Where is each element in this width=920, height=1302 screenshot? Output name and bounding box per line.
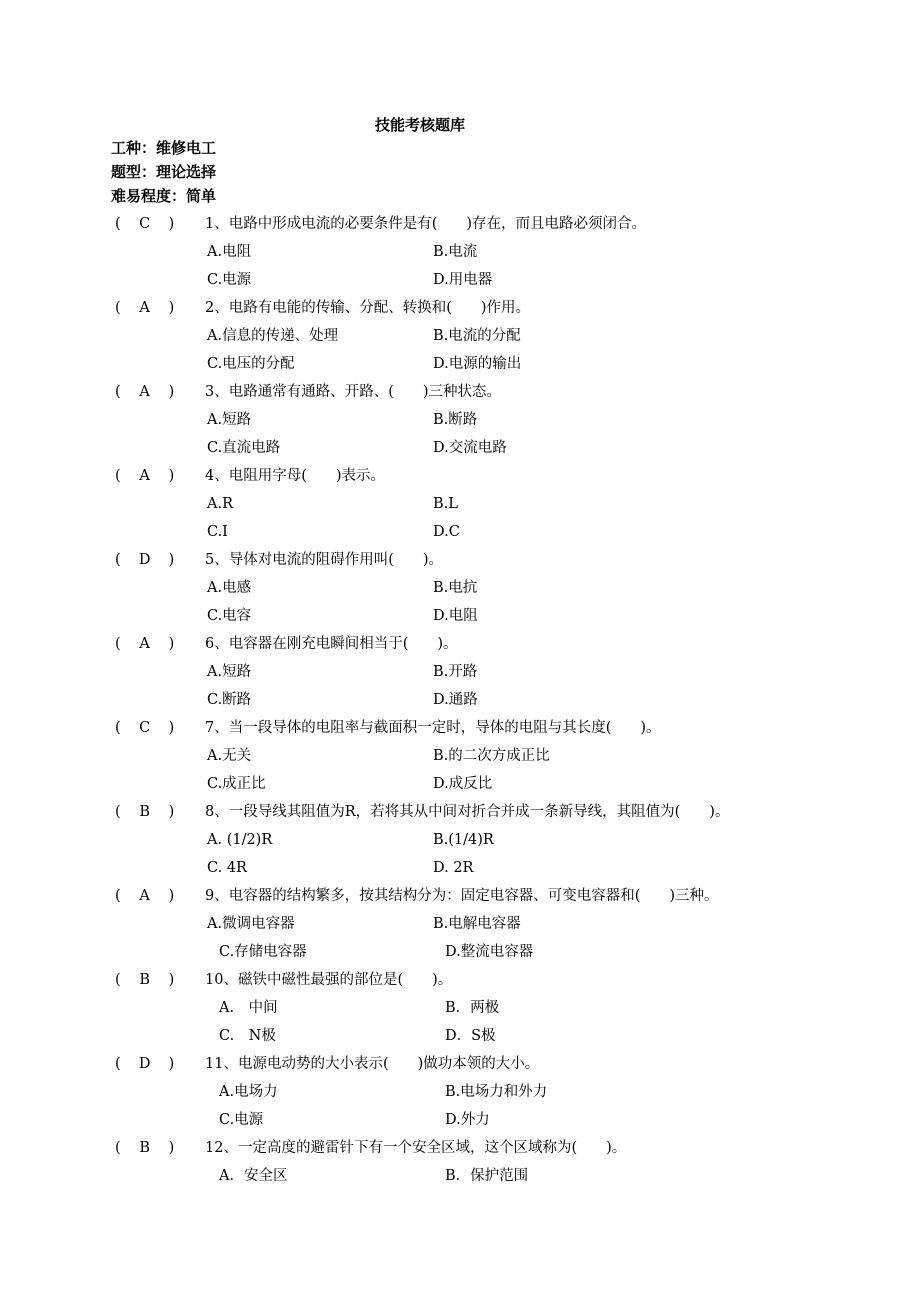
question-text: 6、电容器在刚充电瞬间相当于( )。: [205, 636, 458, 652]
answer-letter: A: [139, 636, 150, 652]
question-text: 4、电阻用字母( )表示。: [205, 468, 386, 484]
option-b: B．两极: [445, 1000, 500, 1016]
option-b: B.(1/4)R: [433, 832, 494, 848]
question-item: [115, 714, 835, 798]
answer-letter: B: [139, 1140, 150, 1156]
question-text: 3、电路通常有通路、开路、( )三种状态。: [205, 384, 502, 400]
option-b: B.电抗: [433, 580, 478, 596]
option-d: D.电源的输出: [433, 356, 522, 372]
answer-box: ( A ): [115, 630, 205, 658]
answer-box: ( B ): [115, 798, 205, 826]
answer-letter: B: [139, 972, 150, 988]
option-c: C.存储电容器: [219, 944, 307, 960]
question-item: [115, 378, 835, 462]
option-d: D. 2R: [433, 860, 474, 876]
option-a: A.微调电容器: [207, 916, 295, 932]
question-text: 12、一定高度的避雷针下有一个安全区域，这个区域称为( )。: [205, 1140, 627, 1156]
option-b: B.的二次方成正比: [433, 748, 550, 764]
answer-letter: D: [138, 1056, 151, 1072]
option-c: C.电压的分配: [207, 356, 295, 372]
answer-letter: B: [139, 804, 150, 820]
option-c: C.断路: [207, 692, 252, 708]
meta-value: 维修电工: [156, 139, 217, 157]
question-item: [115, 798, 835, 882]
answer-box: ( A ): [115, 882, 205, 910]
answer-box: ( D ): [115, 546, 205, 574]
option-b: B.断路: [433, 412, 478, 428]
option-c: C. 4R: [207, 860, 247, 876]
meta-job-type: [111, 136, 216, 160]
option-c: C.电源: [219, 1112, 264, 1128]
option-a: A.无关: [207, 748, 252, 764]
question-text: 2、电路有电能的传输、分配、转换和( )作用。: [205, 300, 531, 316]
option-b: B.L: [433, 496, 458, 512]
answer-box: ( A ): [115, 294, 205, 322]
meta-difficulty: [111, 184, 216, 208]
document-title: 技能考核题库: [374, 116, 465, 134]
answer-letter: A: [139, 888, 150, 904]
option-c: C.电容: [207, 608, 252, 624]
answer-box: ( A ): [115, 378, 205, 406]
option-d: D.通路: [433, 692, 478, 708]
option-c: C. N极: [219, 1028, 276, 1044]
question-item: [115, 1134, 835, 1190]
option-b: B.电解电容器: [433, 916, 521, 932]
option-a: A．安全区: [219, 1168, 288, 1184]
question-text: 11、电源电动势的大小表示( )做功本领的大小。: [205, 1056, 540, 1072]
question-text: 8、一段导线其阻值为R，若将其从中间对折合并成一条新导线，其阻值为( )。: [205, 804, 730, 820]
answer-letter: D: [138, 552, 151, 568]
question-item: [115, 630, 835, 714]
question-text: 1、电路中形成电流的必要条件是有( )存在，而且电路必须闭合。: [205, 216, 647, 232]
option-a: A.R: [207, 496, 233, 512]
option-a: A.电感: [207, 580, 252, 596]
meta-value: 理论选择: [156, 163, 217, 181]
question-text: 5、导体对电流的阻碍作用叫( )。: [205, 552, 444, 568]
answer-box: ( B ): [115, 966, 205, 994]
option-c: C.成正比: [207, 776, 266, 792]
option-d: D.成反比: [433, 776, 493, 792]
option-a: A.电阻: [207, 244, 252, 260]
answer-box: ( A ): [115, 462, 205, 490]
meta-value: 简单: [186, 187, 217, 205]
option-a: A.短路: [207, 412, 252, 428]
option-a: A. (1/2)R: [207, 832, 273, 848]
option-c: C.直流电路: [207, 440, 281, 456]
meta-label: 题型：: [111, 163, 157, 181]
option-d: D.用电器: [433, 272, 493, 288]
question-text: 10、磁铁中磁性最强的部位是( )。: [205, 972, 453, 988]
answer-box: ( B ): [115, 1134, 205, 1162]
answer-box: ( D ): [115, 1050, 205, 1078]
question-item: [115, 210, 835, 294]
option-c: C.I: [207, 524, 228, 540]
meta-question-type: [111, 160, 216, 184]
option-b: B.电流的分配: [433, 328, 521, 344]
option-c: C.电源: [207, 272, 252, 288]
meta-label: 难易程度：: [111, 187, 187, 205]
answer-letter: A: [139, 384, 150, 400]
answer-letter: C: [139, 720, 151, 736]
answer-box: ( C ): [115, 210, 205, 238]
option-b: B．保护范围: [445, 1168, 529, 1184]
question-list: [115, 210, 835, 1190]
option-d: D.外力: [445, 1112, 490, 1128]
option-d: D.C: [433, 524, 460, 540]
option-a: A.电场力: [219, 1084, 278, 1100]
question-text: 7、当一段导体的电阻率与截面积一定时，导体的电阻与其长度( )。: [205, 720, 661, 736]
option-d: D.整流电容器: [445, 944, 534, 960]
answer-box: ( C ): [115, 714, 205, 742]
option-a: A.短路: [207, 664, 252, 680]
option-b: B.电场力和外力: [445, 1084, 548, 1100]
answer-letter: A: [139, 300, 150, 316]
option-d: D．S极: [445, 1028, 496, 1044]
question-item: [115, 1050, 835, 1134]
option-b: B.开路: [433, 664, 478, 680]
document-meta: [111, 136, 216, 208]
question-item: [115, 966, 835, 1050]
option-b: B.电流: [433, 244, 478, 260]
option-d: D.交流电路: [433, 440, 507, 456]
answer-letter: C: [139, 216, 151, 232]
option-d: D.电阻: [433, 608, 478, 624]
meta-label: 工种：: [111, 139, 157, 157]
question-item: [115, 546, 835, 630]
answer-letter: A: [139, 468, 150, 484]
question-item: [115, 882, 835, 966]
question-item: [115, 462, 835, 546]
question-text: 9、电容器的结构繁多，按其结构分为：固定电容器、可变电容器和( )三种。: [205, 888, 719, 904]
option-a: A.信息的传递、处理: [207, 328, 339, 344]
option-a: A. 中间: [219, 1000, 278, 1016]
question-item: [115, 294, 835, 378]
